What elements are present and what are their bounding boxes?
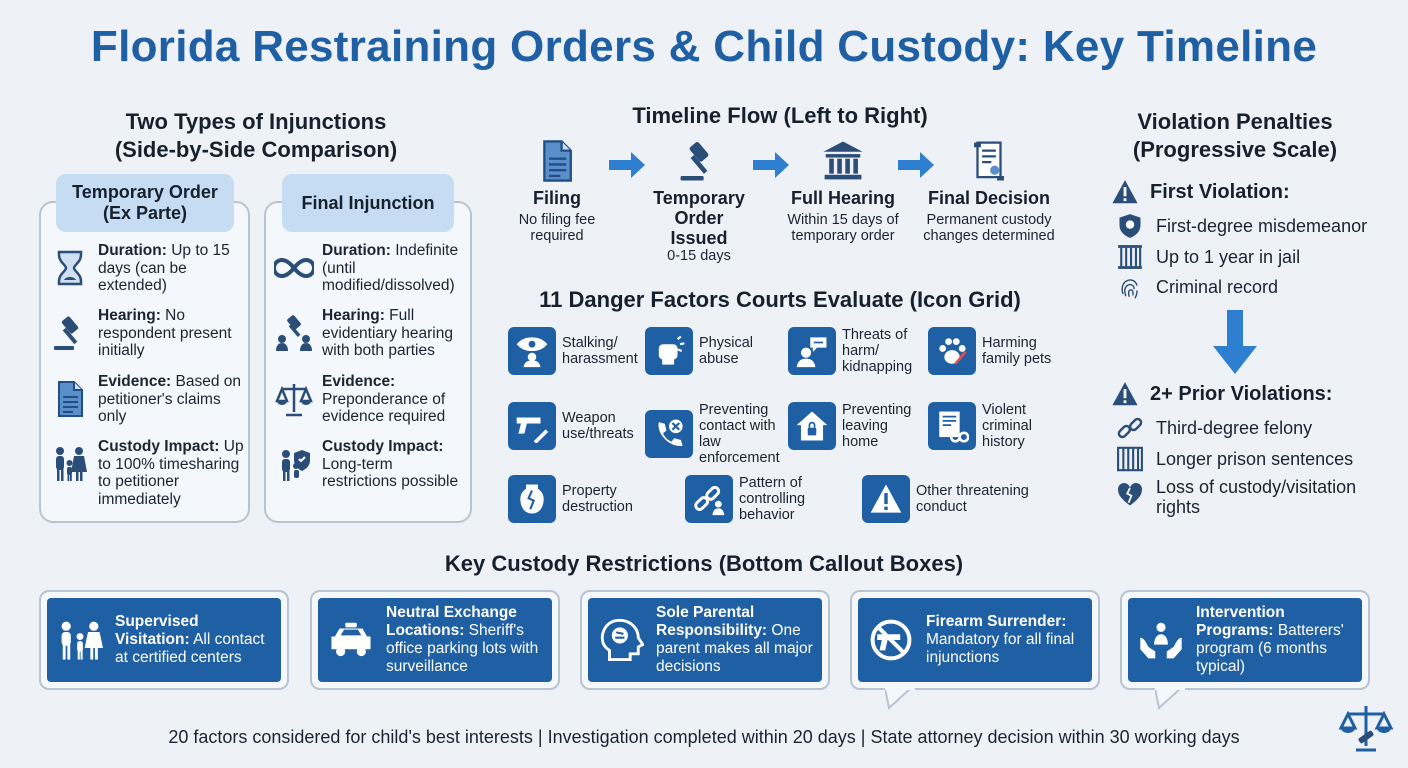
temporary-order-tab [56,174,234,232]
temporary-order-subtitle: (Ex Parte) [102,203,188,223]
row-text: Up to 100% timesharing to petitioner immediately [98,438,244,508]
threat-speech-icon [795,334,829,368]
prior-violations-title: 2+ Prior Violations: [1150,382,1333,405]
danger-factor-item [928,327,1062,375]
no-gun-icon [868,617,914,663]
restrictions-heading: Key Custody Restrictions (Bottom Callout Boxes) [444,551,964,576]
family-visit-icon [57,617,103,663]
temporary-order-title: Temporary Order [72,182,218,202]
courthouse-icon [820,138,866,184]
final-hearing-row [274,307,470,360]
callout-tail [1155,688,1185,710]
chain-person-icon [692,482,726,516]
callout-text: Batterers' program (6 months typical) [1196,622,1344,675]
row-text: Up to 15 days (can be extended) [98,242,230,294]
danger-factor-item [788,327,922,375]
danger-factor-item [508,327,642,375]
document-icon [534,138,580,184]
factor-label: Property destruction [562,483,633,515]
penalties-heading-line2: (Progressive Scale) [1132,137,1338,162]
blocked-phone-icon [652,417,686,451]
gavel-icon [50,313,90,353]
callout-supervised-visitation [39,590,289,690]
row-text: Based on petitioner's claims only [98,373,242,425]
step-subtitle: Within 15 days of temporary order [787,212,899,244]
factor-label: Preventing leaving home [842,402,912,450]
row-label: Hearing: [98,307,161,324]
callout-intervention-programs [1120,590,1370,690]
warning-icon [1110,380,1140,408]
callout-firearm-surrender [850,590,1100,690]
warning-icon [869,482,903,516]
callout-label: Sole Parental Responsibility: [656,604,768,639]
page-title: Florida Restraining Orders & Child Custody: Key Timeline [90,22,1318,71]
step-title: Filing [533,188,581,208]
footer-note: 20 factors considered for child's best interests | Investigation completed within 20 days | State attorney decision within 30 working days [168,727,1240,747]
penalty-item [1116,212,1367,240]
timeline-step-final-decision [906,138,1072,244]
callout-label: Firearm Surrender: [926,613,1067,630]
final-injunction-title: Final Injunction [301,192,435,213]
penalty-item [1116,243,1300,271]
scroll-icon [966,138,1012,184]
row-label: Duration: [322,242,391,259]
danger-factor-item [685,475,819,523]
step-subtitle: Permanent custody changes determined [923,212,1055,244]
row-label: Evidence: [322,373,396,390]
row-text: Preponderance of evidence required [322,390,446,425]
step-title: Final Decision [927,188,1051,208]
gavel-parties-icon [274,313,314,353]
criminal-record-icon [935,409,969,443]
step-title: Full Hearing [790,188,895,208]
danger-factor-item [508,475,642,523]
danger-factor-item [862,475,1036,523]
final-injunction-tab [282,174,454,232]
scales-icon [274,379,314,419]
temporary-evidence-row [50,373,246,426]
callout-label: Supervised Visitation: [115,613,199,648]
factor-label: Pattern of controlling behavior [739,475,806,523]
stalking-eye-icon [515,334,549,368]
broken-heart-icon [1116,481,1144,509]
scales-of-justice-logo-icon [1338,700,1394,756]
final-evidence-row [274,373,470,426]
prior-violations-heading [1110,380,1332,408]
final-custody-row [274,438,470,491]
factor-label: Threats of harm/ kidnapping [842,327,913,375]
penalty-text: Loss of custody/visitation rights [1156,477,1357,517]
temporary-hearing-row [50,307,246,360]
penalty-text: First-degree misdemeanor [1156,215,1368,236]
factor-label: Harming family pets [982,335,1052,367]
arrow-down-icon [1210,310,1260,374]
injunctions-heading-line1: Two Types of Injunctions [125,109,387,134]
gavel-icon [676,138,722,184]
gun-knife-icon [515,409,549,443]
factor-label: Other threatening conduct [916,483,1029,515]
callout-neutral-exchange [310,590,560,690]
callout-text: All contact at certified centers [115,631,265,666]
fist-icon [652,334,686,368]
temporary-custody-row [50,438,248,508]
row-label: Evidence: [98,373,172,390]
timeline-heading: Timeline Flow (Left to Right) [632,103,928,128]
warning-icon [1110,178,1140,206]
danger-factor-item [788,402,922,450]
factor-label: Violent criminal history [982,402,1032,450]
temporary-duration-row [50,242,246,295]
badge-icon [1116,212,1144,240]
factor-label: Stalking/ harassment [562,335,638,367]
injunctions-heading-line2: (Side-by-Side Comparison) [114,137,398,162]
row-text: Full evidentiary hearing with both parties [322,307,453,359]
document-icon [50,379,90,419]
row-label: Hearing: [322,307,385,324]
step-subtitle: No filing fee required [518,212,596,244]
row-text: No respondent present initially [98,307,232,359]
callout-text: Sheriff's office parking lots with surveillance [386,622,539,675]
penalty-item [1116,445,1353,473]
chain-link-icon [1116,414,1144,442]
penalty-text: Third-degree felony [1156,417,1313,438]
penalty-item [1116,273,1278,301]
row-text: Long-term restrictions possible [322,455,459,490]
final-duration-row [274,242,470,295]
danger-factor-item [645,402,784,466]
first-violation-title: First Violation: [1150,180,1290,203]
row-text: Indefinite (until modified/dissolved) [322,242,459,294]
parent-shield-icon [274,444,314,484]
callout-label: Intervention Programs: [1196,604,1285,639]
paw-icon [935,334,969,368]
callout-tail [885,688,915,710]
row-label: Custody Impact: [98,438,220,455]
penalty-text: Criminal record [1156,276,1279,297]
factor-label: Weapon use/threats [562,410,634,442]
step-subtitle: 0-15 days [667,248,731,264]
danger-factor-item [508,402,642,450]
penalty-item [1116,477,1366,517]
danger-factor-item [928,402,1052,450]
infinity-icon [274,248,314,288]
penalty-text: Up to 1 year in jail [1156,246,1301,267]
step-title: Temporary Order Issued [653,188,745,248]
danger-factor-item [645,327,759,375]
penalty-item [1116,414,1312,442]
factor-label: Physical abuse [699,335,753,367]
row-label: Custody Impact: [322,438,444,455]
row-label: Duration: [98,242,167,259]
callout-text: Mandatory for all final injunctions [926,631,1075,666]
callout-label: Neutral Exchange Locations: [386,604,517,639]
hourglass-icon [50,248,90,288]
callout-text: One parent makes all major decisions [656,622,813,675]
first-violation-heading [1110,178,1290,206]
danger-factors-heading: 11 Danger Factors Courts Evaluate (Icon Grid) [539,287,1021,312]
penalty-text: Longer prison sentences [1156,448,1354,469]
support-hands-icon [1138,617,1184,663]
jail-icon [1116,243,1144,271]
penalties-heading-line1: Violation Penalties [1137,109,1333,134]
broken-vase-icon [515,482,549,516]
police-car-icon [328,617,374,663]
callout-sole-parental [580,590,830,690]
injunctions-heading [40,108,472,164]
factor-label: Preventing contact with law enforcement [699,402,780,466]
fingerprint-icon [1116,273,1144,301]
brain-head-icon [598,617,644,663]
house-lock-icon [795,409,829,443]
penalties-heading [1090,108,1380,164]
prison-icon [1116,445,1144,473]
family-icon [50,444,90,484]
